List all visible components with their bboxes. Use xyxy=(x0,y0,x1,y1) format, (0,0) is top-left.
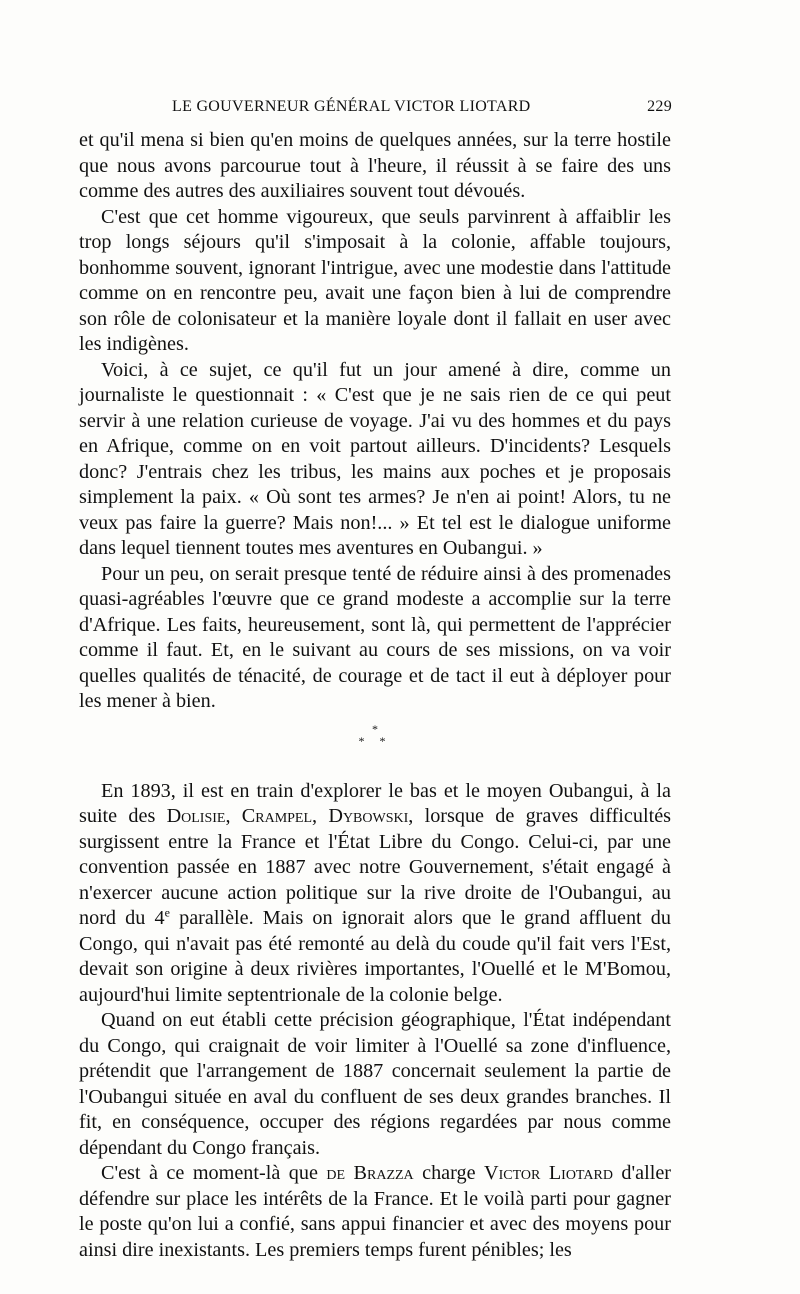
paragraph-7-text-c: d'aller défendre sur place les intérêts de la France. Et le voilà parti pour gagner le poste qu'on lui a confié, sans appui financier et avec des moyens pour ainsi dire inexistants. Les premiers temps furent pénibles; les xyxy=(79,1162,672,1261)
name-victor-liotard: Victor Liotard xyxy=(484,1162,613,1184)
paragraph-4: Pour un peu, on serait presque tenté de réduire ainsi à des promenades quasi-agréables l'œuvre que ce grand modeste a accomplie sur la terre d'Afrique. Les faits, heureusement, sont là, qui permettent de l'apprécier comme il faut. Et, en le suivant au cours de ses missions, on va voir quelles qualités de ténacité, de courage et de tact il eut à déployer pour les mener à bien. xyxy=(79,562,671,712)
paragraph-5 xyxy=(79,779,671,1009)
paragraph-1: et qu'il mena si bien qu'en moins de quelques années, sur la terre hostile que nous avons parcourue tout à l'heure, il réussit à se faire des uns comme des autres des auxiliaires souvent tout dévoués. xyxy=(79,129,671,202)
running-title: LE GOUVERNEUR GÉNÉRAL VICTOR LIOTARD xyxy=(172,98,531,115)
paragraph-5-text-a: En 1893, il est en train d'explorer le bas et le moyen Oubangui, à la suite des xyxy=(79,779,671,827)
name-dolisie: Dolisie xyxy=(166,805,226,827)
name-de-brazza: de Brazza xyxy=(326,1162,414,1184)
paragraph-7-text-a: C'est à ce moment-là que xyxy=(101,1162,327,1184)
paragraph-7-text-b: charge xyxy=(413,1162,485,1184)
paragraph-5-text-b: , lorsque de graves difficultés surgissent entre la France et l'État Libre du Congo. Celui-ci, par une convention passée en 1887 avec notre Gouvernement, s'était engagé à n'exercer aucune action politique sur la rive droite de l'Oubangui, au nord du 4 xyxy=(79,805,672,929)
asterism-top: * xyxy=(372,721,378,736)
page-number: 229 xyxy=(647,98,672,115)
paragraph-7 xyxy=(79,1161,671,1263)
paragraph-3: Voici, à ce sujet, ce qu'il fut un jour amené à dire, comme un journaliste le questionnait : « C'est que je ne sais rien de ce qui peut servir à une relation curieuse de voyage. J'ai vu des hommes et du pays en Afrique, comme on en voit partout ailleurs. D'incidents? Lesquels donc? J'entrais chez les tribus, les mains aux poches et je proposais simplement la paix. « Où sont tes armes? Je n'en ai point! Alors, tu ne veux pas faire la guerre? Mais non!... » Et tel est le dialogue uniforme dans lequel tiennent toutes mes aventures en Oubangui. » xyxy=(79,358,671,559)
name-dybowski: Dybowski xyxy=(328,805,409,827)
section-break-asterism xyxy=(79,723,671,779)
body-text xyxy=(79,128,671,1263)
paragraph-2: C'est que cet homme vigoureux, que seuls parvinrent à affaiblir les trop longs séjours qu'il s'imposait à la colonie, affable toujours, bonhomme souvent, ignorant l'intrigue, avec une modestie dans l'attitude comme on en rencontre peu, avait une façon bien à lui de comprendre son rôle de colonisateur et la manière loyale dont il fallait en user avec les indigènes. xyxy=(79,205,671,355)
separator: , xyxy=(225,805,242,827)
paragraph-6: Quand on eut établi cette précision géographique, l'État indépendant du Congo, qui craignait de voir limiter à l'Ouellé sa zone d'influence, prétendit que l'arrangement de 1887 concernait seulement la partie de l'Oubangui située en aval du confluent de ses deux grandes branches. Il fit, en conséquence, occuper des régions regardées par nous comme dépendant du Congo français. xyxy=(79,1009,671,1159)
name-crampel: Crampel xyxy=(241,805,313,827)
paragraph-5-text-c: parallèle. Mais on ignorait alors que le grand affluent du Congo, qui n'avait pas été remonté au delà du coude qu'il fait vers l'Est, devait son origine à deux rivières importantes, l'Ouellé et le M'Bomou, aujourd'hui limite septentrionale de la colonie belge. xyxy=(79,907,671,1006)
running-header xyxy=(172,98,672,122)
separator: , xyxy=(312,805,329,827)
asterism-bottom: * * xyxy=(358,733,392,748)
ordinal-superscript: e xyxy=(164,905,170,920)
